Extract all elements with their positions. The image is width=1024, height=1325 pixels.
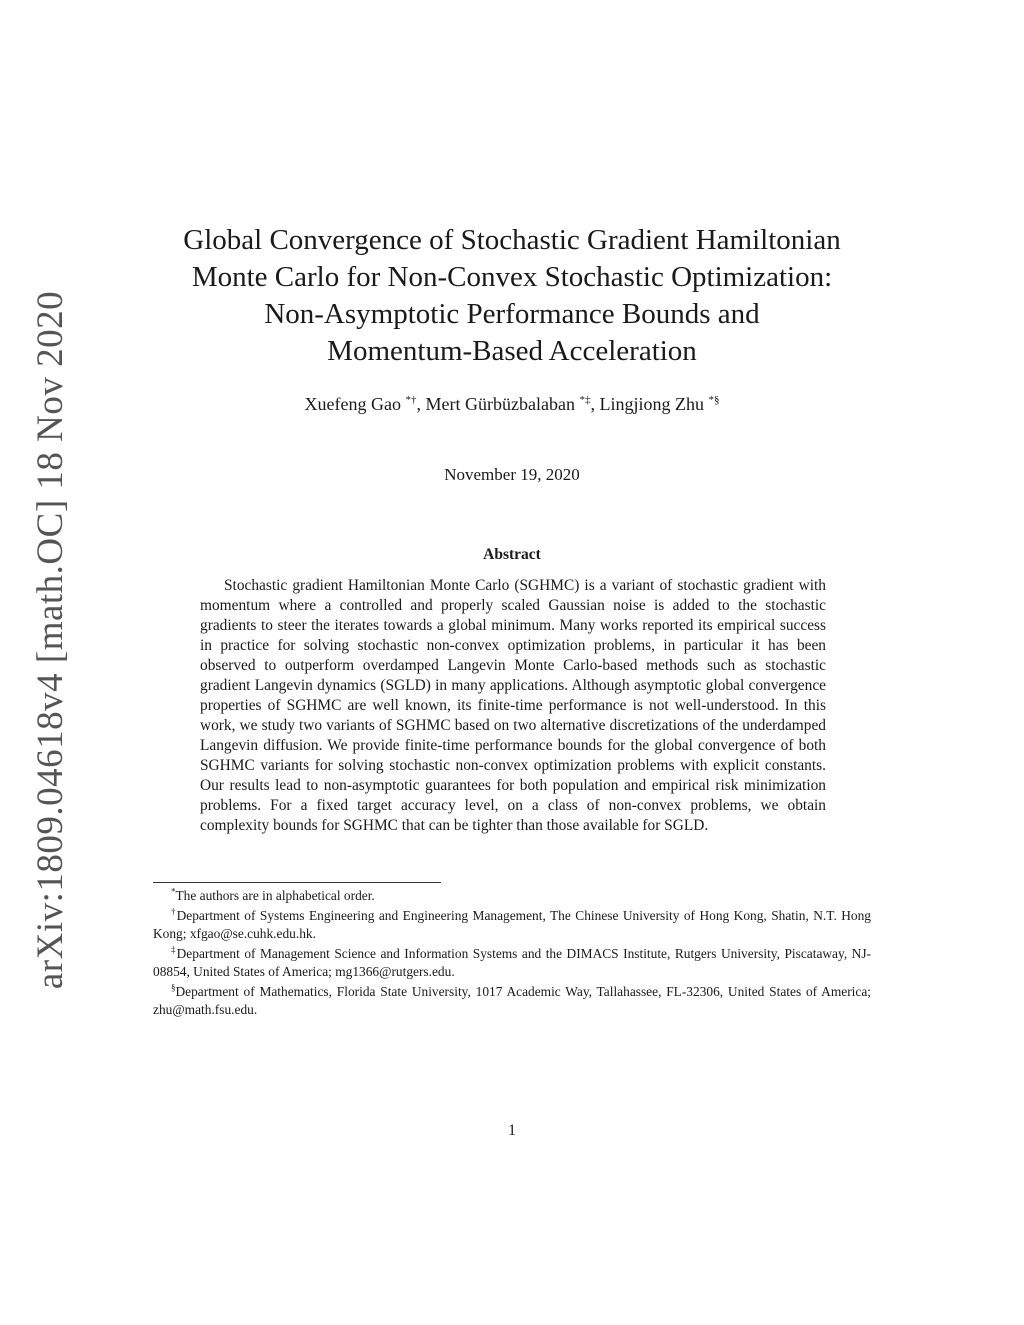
- abstract-heading: Abstract: [483, 546, 541, 563]
- author-list: [160, 394, 864, 415]
- footnote-mark: †: [171, 906, 177, 917]
- author-separator: ,: [416, 394, 426, 414]
- page-number: 1: [508, 1122, 516, 1139]
- author-footnote-marks: *‡: [579, 394, 591, 406]
- footnote-text: Department of Management Science and Information Systems and the DIMACS Institute, Rutgers University, Piscataway, NJ-08854, United States of America; mg1366@rutgers.edu.: [153, 946, 872, 979]
- publication-date: November 19, 2020: [444, 465, 580, 484]
- title-line: Global Convergence of Stochastic Gradient Hamiltonian: [183, 224, 841, 256]
- author-separator: ,: [590, 394, 600, 414]
- footnote-mark: *: [171, 886, 176, 897]
- abstract-text: Stochastic gradient Hamiltonian Monte Carlo (SGHMC) is a variant of stochastic gradient with momentum where a controlled and properly scaled Gaussian noise is added to the stochastic gradients to steer the iterates towards a global minimum. Many works reported its empirical success in practice for solving stochastic non-convex optimization problems, in particular it has been observed to outperform overdamped Langevin Monte Carlo-based methods such as stochastic gradient Langevin dynamics (SGLD) in many applications. Although asymptotic global convergence properties of SGHMC are well known, its finite-time performance is not well-understood. In this work, we study two variants of SGHMC based on two alternative discretizations of the underdamped Langevin diffusion. We provide finite-time performance bounds for the global convergence of both SGHMC variants for solving stochastic non-convex optimization problems with explicit constants. Our results lead to non-asymptotic guarantees for both population and empirical risk minimization problems. For a fixed target accuracy level, on a class of non-convex problems, we obtain complexity bounds for SGHMC that can be tighter than those available for SGLD.: [200, 577, 826, 834]
- footnote: [153, 983, 871, 1019]
- paper-title: [160, 222, 864, 370]
- title-line: Momentum-Based Acceleration: [327, 335, 697, 367]
- author-footnote-marks: *§: [708, 394, 720, 406]
- footnote-text: Department of Mathematics, Florida State University, 1017 Academic Way, Tallahassee, FL-32306, United States of America; zhu@math.fsu.edu.: [153, 984, 871, 1017]
- title-line: Non-Asymptotic Performance Bounds and: [264, 298, 760, 330]
- author-name: Xuefeng Gao: [304, 394, 401, 414]
- footnote-divider: [153, 882, 441, 883]
- footnote-mark: §: [171, 982, 176, 993]
- footnote-text: Department of Systems Engineering and Engineering Management, The Chinese University of Hong Kong, Shatin, N.T. Hong Kong; xfgao@se.cuhk.edu.hk.: [153, 908, 872, 941]
- title-line: Monte Carlo for Non-Convex Stochastic Optimization:: [191, 261, 833, 293]
- footnote: [153, 887, 871, 905]
- footnote-text: The authors are in alphabetical order.: [175, 888, 375, 903]
- arxiv-stamp: [8, 0, 88, 1325]
- author-name: Lingjiong Zhu: [599, 394, 704, 414]
- footnote: [153, 907, 871, 943]
- author-footnote-marks: *†: [405, 394, 417, 406]
- author-name: Mert Gürbüzbalaban: [425, 394, 575, 414]
- footnote-mark: ‡: [171, 944, 177, 955]
- footnotes: [153, 887, 871, 1021]
- footnote: [153, 945, 871, 981]
- arxiv-stamp-text: arXiv:1809.04618v4 [math.OC] 18 Nov 2020: [30, 290, 71, 990]
